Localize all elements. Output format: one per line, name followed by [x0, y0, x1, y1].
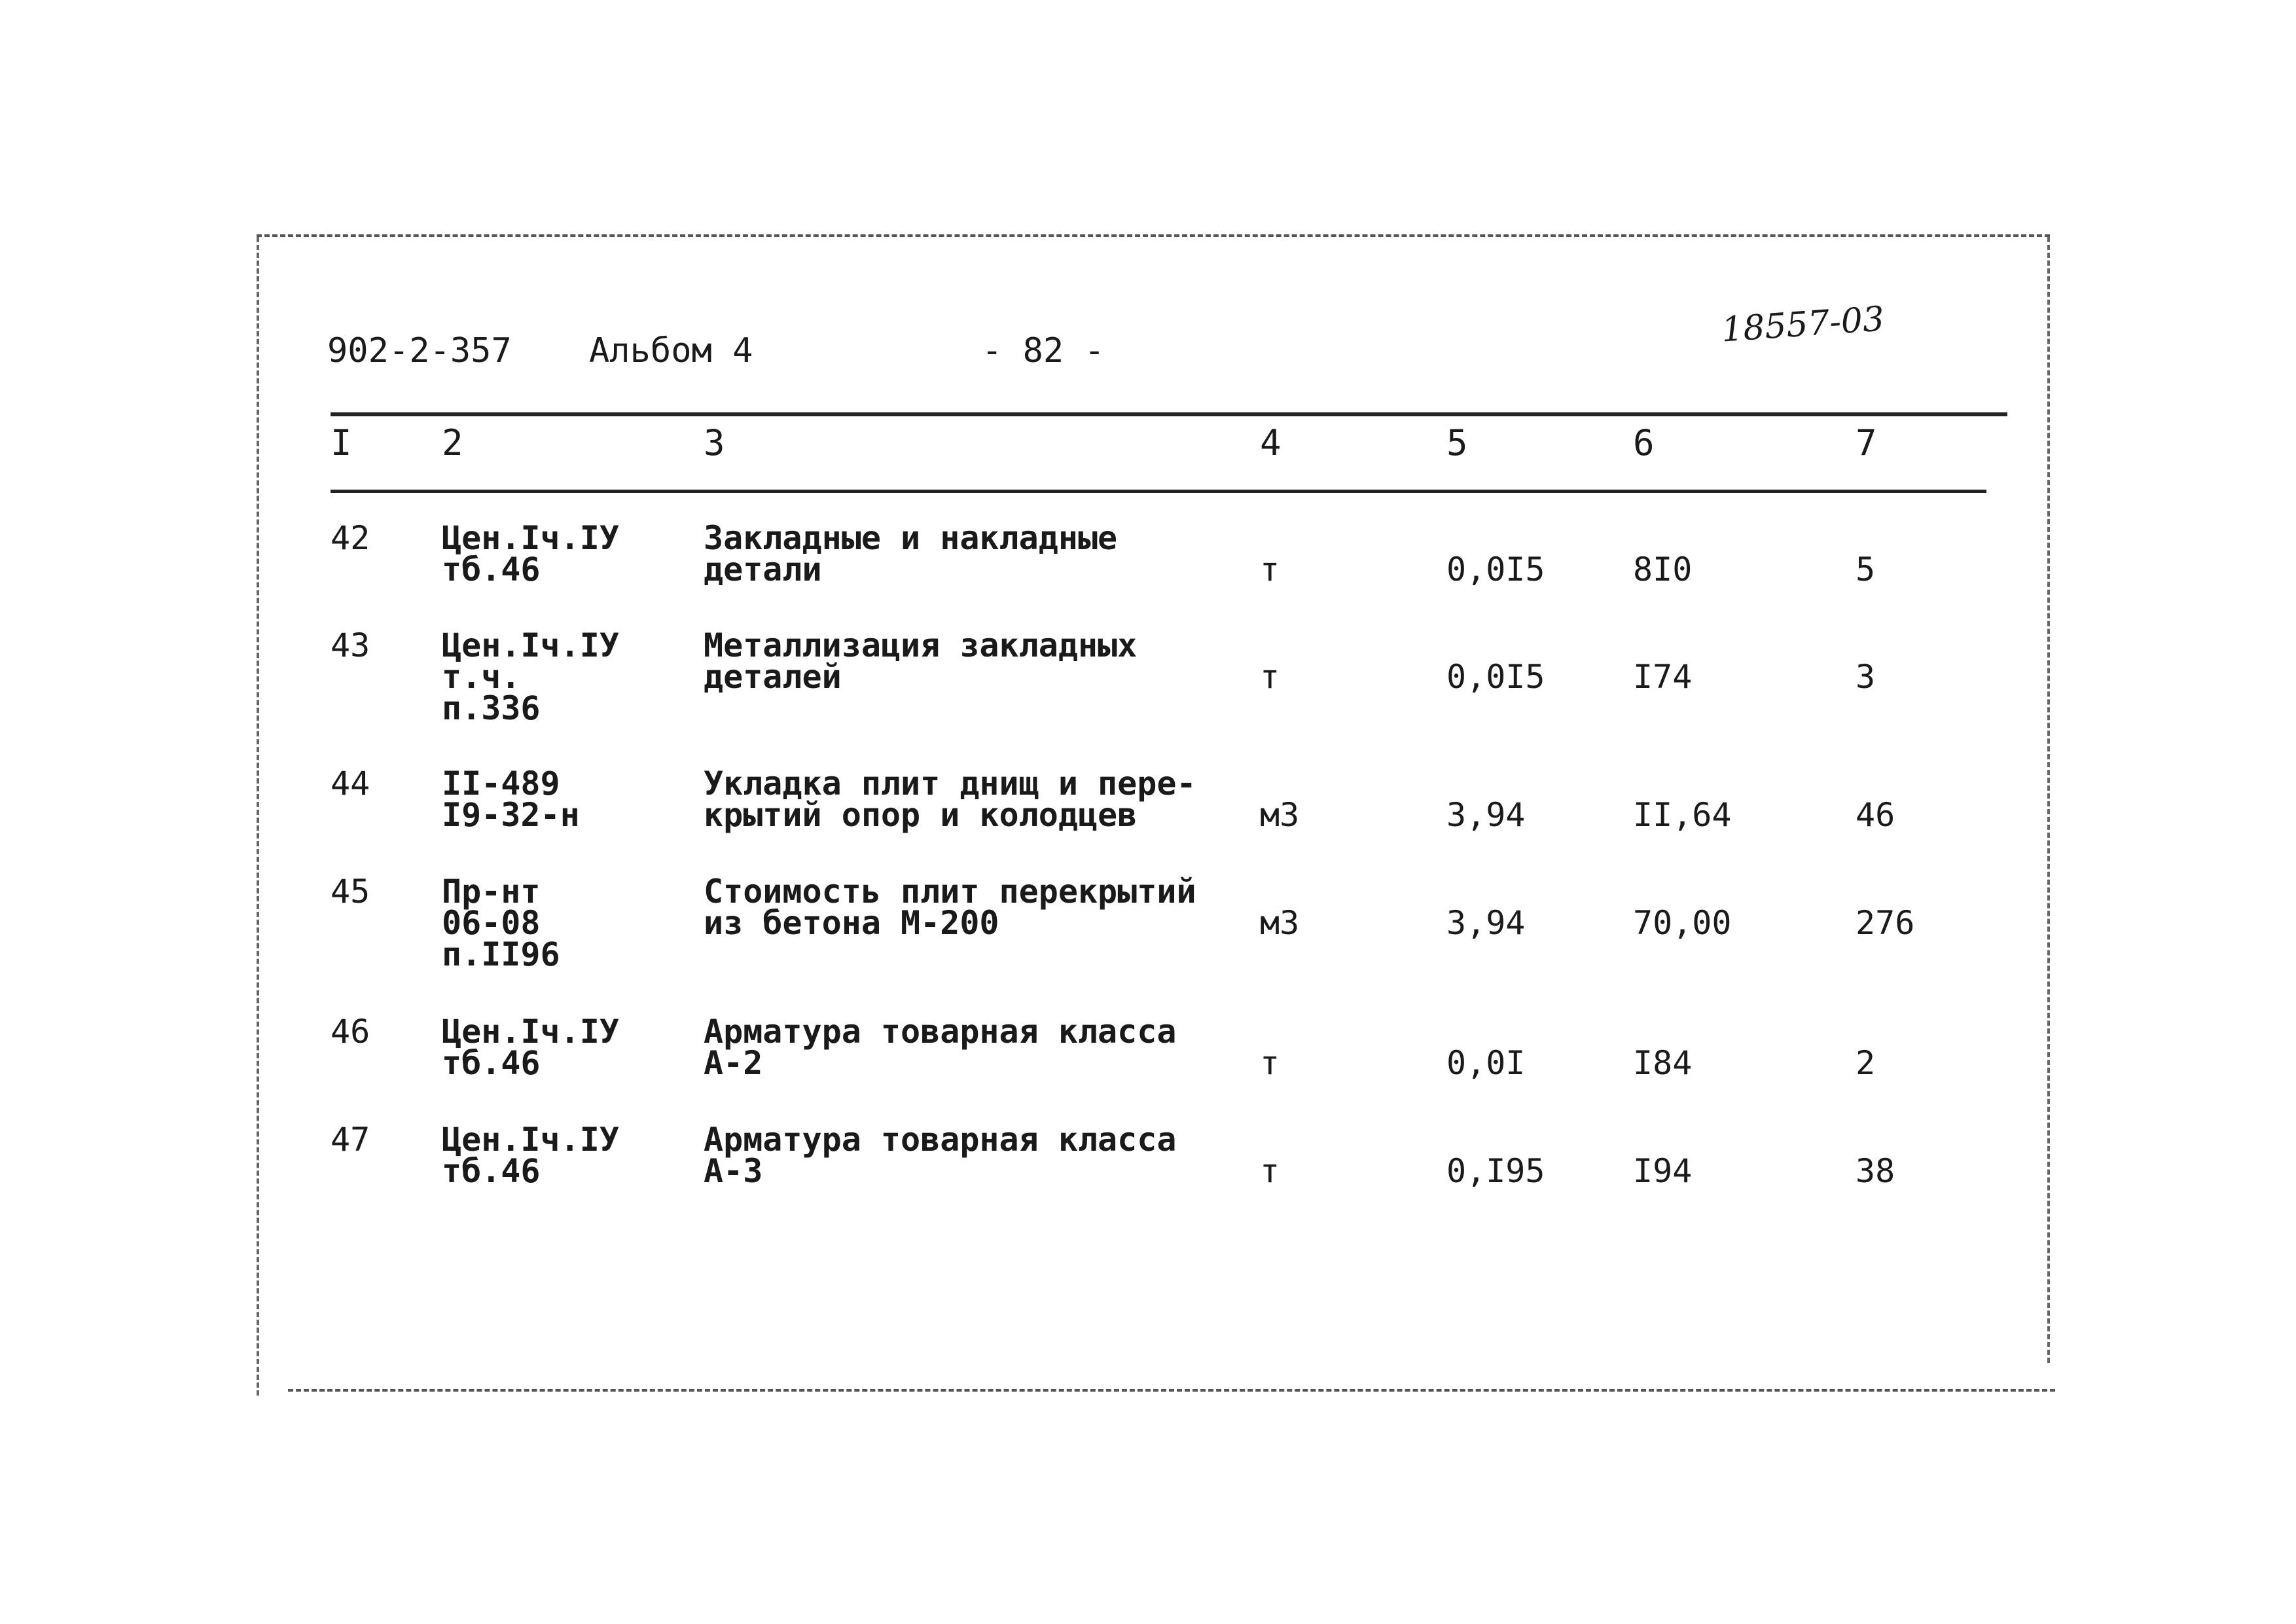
cell-total-cost: 3: [1856, 658, 1876, 696]
document-id: 18557-03: [1720, 299, 1886, 350]
cell-unit-price: 70,00: [1633, 904, 1732, 942]
cell-total-cost: 5: [1856, 550, 1876, 588]
cell-reference: [442, 626, 619, 727]
cell-row-number: 43: [331, 626, 370, 664]
cell-reference: [442, 873, 560, 973]
cell-line: Укладка плит днищ и пере-: [704, 765, 1196, 803]
column-header-5: 5: [1446, 422, 1468, 463]
cell-row-number: 47: [331, 1121, 370, 1159]
frame-left-border: [257, 237, 259, 1396]
cell-unit-price: I84: [1633, 1044, 1693, 1082]
cell-description: [704, 765, 1196, 834]
cell-unit: т: [1260, 550, 1280, 588]
cell-quantity: 0,I95: [1446, 1152, 1545, 1190]
cell-description: [704, 626, 1138, 696]
cell-line: Цен.Iч.IУ: [442, 519, 619, 557]
cell-total-cost: 38: [1856, 1152, 1895, 1190]
cell-line: I9-32-н: [442, 796, 580, 834]
cell-line: Металлизация закладных: [704, 626, 1138, 664]
cell-unit: т: [1260, 658, 1280, 696]
cell-line: II-489: [442, 765, 560, 803]
cell-unit-price: I94: [1633, 1152, 1693, 1190]
cell-reference: [442, 765, 580, 834]
cell-line: из бетона М-200: [704, 904, 999, 942]
cell-line: детали: [704, 550, 822, 588]
cell-line: тб.46: [442, 1152, 541, 1190]
cell-description: [704, 1121, 1177, 1190]
cell-description: [704, 519, 1118, 588]
cell-line: Арматура товарная класса: [704, 1121, 1177, 1159]
cell-quantity: 0,0I5: [1446, 658, 1545, 696]
cell-line: п.II96: [442, 935, 560, 973]
cell-quantity: 3,94: [1446, 904, 1526, 942]
frame-top-border: [257, 234, 2050, 237]
cell-description: [704, 873, 1196, 942]
cell-line: тб.46: [442, 550, 541, 588]
cell-line: А-3: [704, 1152, 763, 1190]
column-header-2: 2: [442, 422, 463, 463]
cell-line: Арматура товарная класса: [704, 1013, 1177, 1051]
cell-unit: м3: [1260, 796, 1300, 834]
cell-line: Закладные и накладные: [704, 519, 1118, 557]
table-header-rule: [331, 490, 1986, 493]
cell-description: [704, 1013, 1177, 1082]
cell-quantity: 3,94: [1446, 796, 1526, 834]
cell-row-number: 46: [331, 1013, 370, 1051]
cell-line: А-2: [704, 1044, 763, 1082]
cell-total-cost: 276: [1856, 904, 1915, 942]
cell-line: 06-08: [442, 904, 541, 942]
cell-line: Стоимость плит перекрытий: [704, 873, 1196, 911]
column-header-4: 4: [1260, 422, 1282, 463]
cell-reference: [442, 519, 619, 588]
cell-quantity: 0,0I5: [1446, 550, 1545, 588]
cell-line: т.ч.: [442, 658, 521, 696]
cell-line: тб.46: [442, 1044, 541, 1082]
cell-reference: [442, 1013, 619, 1082]
cell-line: п.336: [442, 689, 541, 727]
cell-unit: т: [1260, 1044, 1280, 1082]
column-header-3: 3: [704, 422, 725, 463]
project-code: 902-2-357: [327, 331, 512, 370]
page-number: - 82 -: [982, 331, 1105, 370]
cell-line: крытий опор и колодцев: [704, 796, 1138, 834]
cell-reference: [442, 1121, 619, 1190]
column-header-1: I: [331, 422, 352, 463]
frame-right-border: [2047, 237, 2050, 1363]
album-label: Альбом 4: [589, 331, 753, 370]
cell-unit-price: II,64: [1633, 796, 1732, 834]
cell-total-cost: 46: [1856, 796, 1895, 834]
cell-line: деталей: [704, 658, 842, 696]
cell-row-number: 44: [331, 765, 370, 803]
cell-line: Цен.Iч.IУ: [442, 1121, 619, 1159]
cell-row-number: 42: [331, 519, 370, 557]
cell-line: Пр-нт: [442, 873, 541, 911]
cell-total-cost: 2: [1856, 1044, 1876, 1082]
cell-unit-price: I74: [1633, 658, 1693, 696]
cell-unit: т: [1260, 1152, 1280, 1190]
table-top-rule: [331, 412, 2007, 416]
cell-line: Цен.Iч.IУ: [442, 1013, 619, 1051]
column-header-6: 6: [1633, 422, 1655, 463]
cell-unit: м3: [1260, 904, 1300, 942]
column-header-7: 7: [1856, 422, 1877, 463]
cell-unit-price: 8I0: [1633, 550, 1693, 588]
cell-line: Цен.Iч.IУ: [442, 626, 619, 664]
frame-bottom-border: [288, 1389, 2055, 1392]
cell-row-number: 45: [331, 873, 370, 911]
cell-quantity: 0,0I: [1446, 1044, 1526, 1082]
